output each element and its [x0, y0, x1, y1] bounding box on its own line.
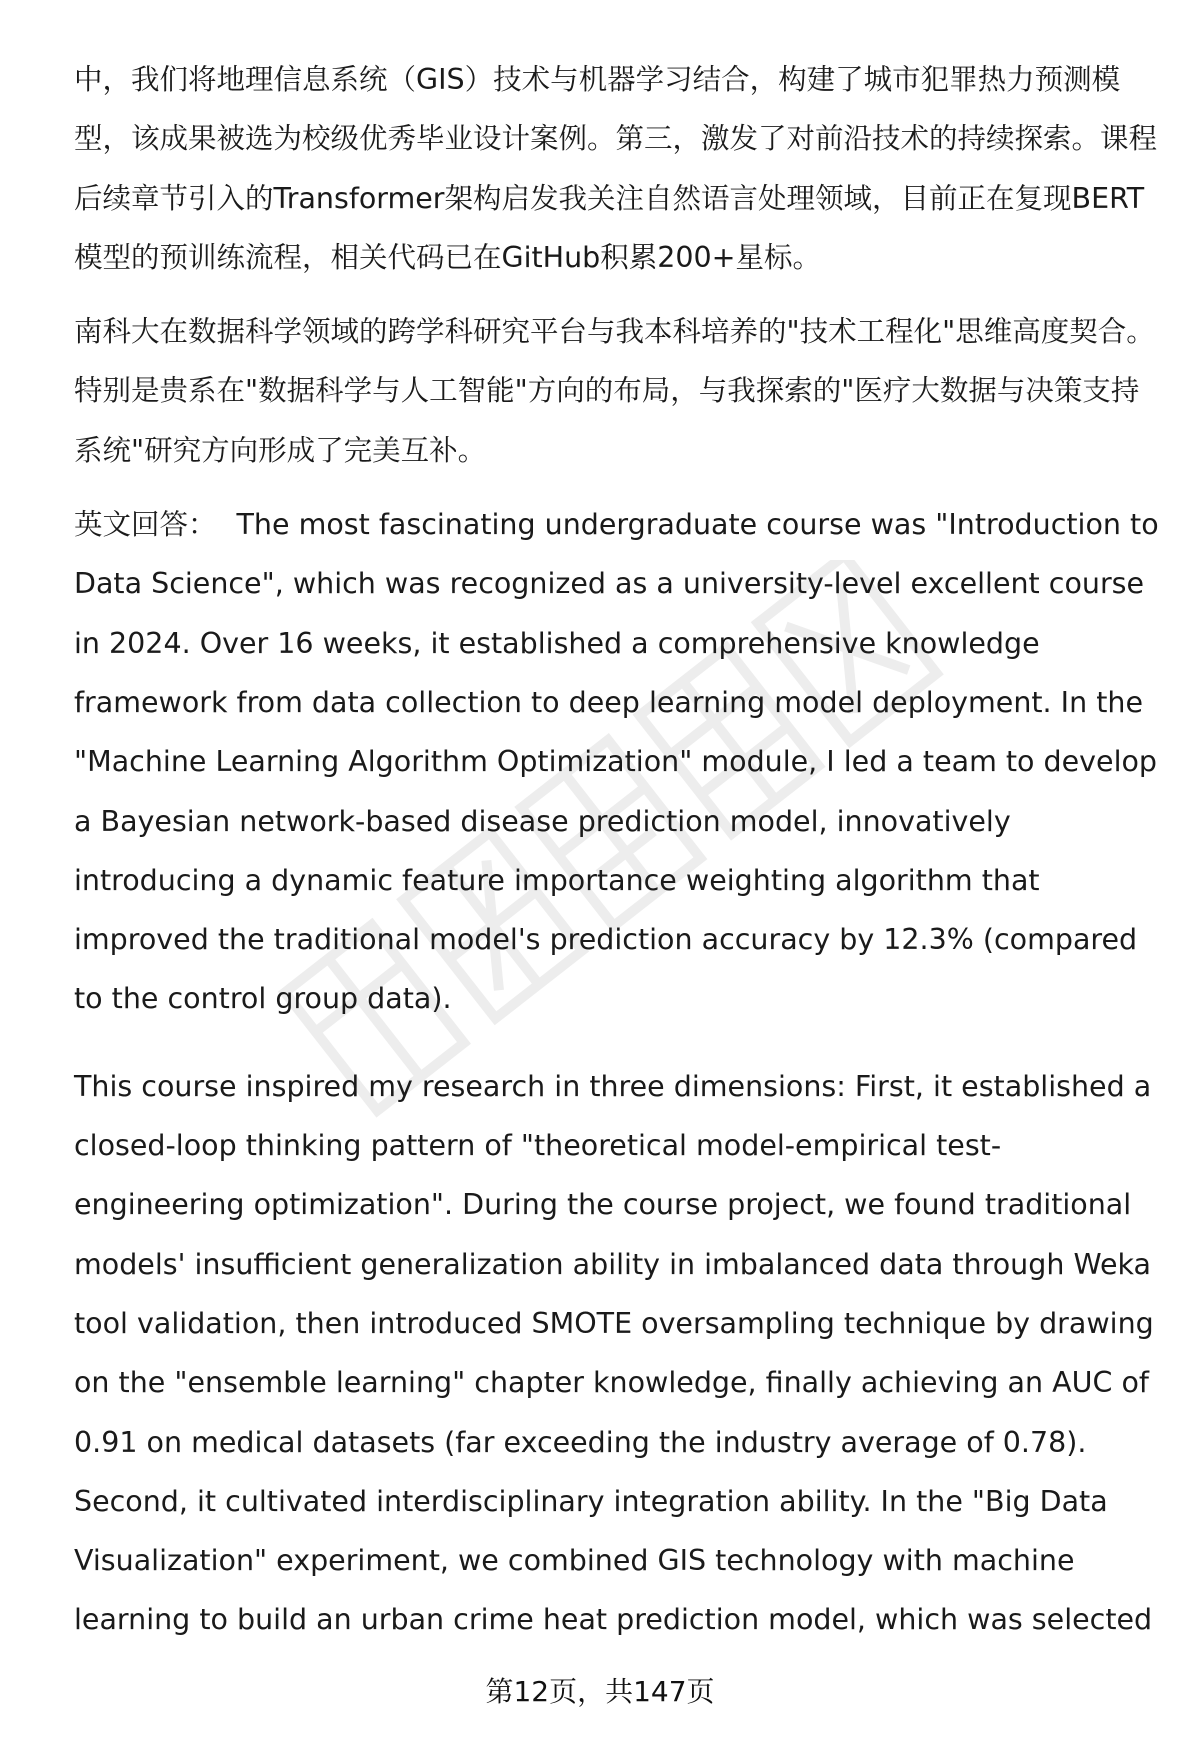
chinese-paragraph-continuation: 中，我们将地理信息系统（GIS）技术与机器学习结合，构建了城市犯罪热力预测模型，该成果被选为校级优秀毕业设计案例。第三，激发了对前沿技术的持续探索。课程后续章节引入的Transformer架构启发我关注自然语言处理领域，目前正在复现BERT模型的预训练流程，相关代码已在GitHub积累200+星标。 — [74, 63, 1158, 274]
english-answer-label: 英文回答： — [74, 508, 217, 542]
english-answer-text: The most fascinating undergraduate course was "Introduction to Data Science", which was recognized as a university-level excellent course in 2024. Over 16 weeks, it established a comprehensive knowledge framework from data collection to deep learning model deployment. In the "Machine Learning Algorithm Optimization" module, I led a team to develop a Bayesian network-based disease prediction model, innovatively introducing a dynamic feature importance weighting algorithm that improved the traditional model's prediction accuracy by 12.3% (compared to the control group data). — [74, 508, 1159, 1016]
english-answer-paragraph — [74, 495, 1164, 1029]
page-number-footer: 第12页，共147页 — [485, 1675, 715, 1708]
chinese-paragraph-sustech-fit: 南科大在数据科学领域的跨学科研究平台与我本科培养的"技术工程化"思维高度契合。特别是贵系在"数据科学与人工智能"方向的布局，与我探索的"医疗大数据与决策支持系统"研究方向形成了完美互补。 — [74, 315, 1155, 467]
document-body — [74, 50, 1164, 1650]
english-inspiration-paragraph: This course inspired my research in three dimensions: First, it established a closed-loop thinking pattern of "theoretical model-empirical test-engineering optimization". During the course project, we found traditional models' insufficient generalization ability in imbalanced data through Weka tool validation, then introduced SMOTE oversampling technique by drawing on the "ensemble learning" chapter knowledge, finally achieving an AUC of 0.91 on medical datasets (far exceeding the industry average of 0.78). Second, it cultivated interdisciplinary integration ability. In the "Big Data Visualization" experiment, we combined GIS technology with machine learning to build an urban crime heat prediction model, which was selected — [74, 1069, 1154, 1637]
